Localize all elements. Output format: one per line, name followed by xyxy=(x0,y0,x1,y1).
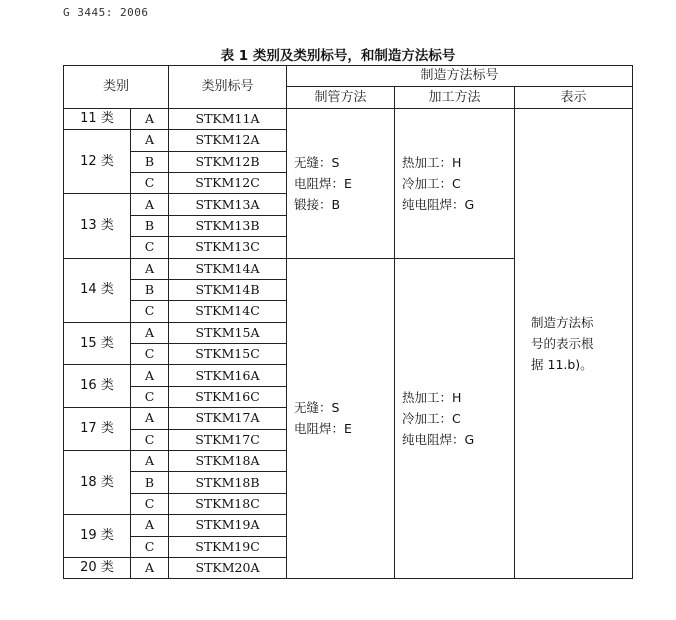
grade-code: STKM18A xyxy=(169,451,287,472)
pipe-method-item: 锻接：B xyxy=(294,196,341,212)
grade-code: STKM19C xyxy=(169,536,287,557)
processing-method-item: 热加工：H xyxy=(402,154,462,170)
class-20: 20 类 xyxy=(64,557,131,578)
sub-grade: C xyxy=(131,386,169,407)
notation-line: 据 11.b)。 xyxy=(531,357,593,373)
sub-grade: A xyxy=(131,451,169,472)
grade-code: STKM17C xyxy=(169,429,287,450)
class-17: 17 类 xyxy=(64,408,131,451)
notation-line: 号的表示根 xyxy=(531,336,594,352)
grade-code: STKM15C xyxy=(169,344,287,365)
grade-code: STKM14A xyxy=(169,258,287,279)
class-19: 19 类 xyxy=(64,515,131,558)
grade-code: STKM17A xyxy=(169,408,287,429)
notation-cell xyxy=(515,108,633,579)
processing-method-item: 纯电阻焊：G xyxy=(402,431,475,447)
pipe-method-group-1 xyxy=(287,108,395,258)
sub-grade: A xyxy=(131,408,169,429)
processing-method-group-2 xyxy=(395,258,515,579)
sub-grade: C xyxy=(131,237,169,258)
header-category-code: 类别标号 xyxy=(169,66,287,109)
grade-code: STKM16C xyxy=(169,386,287,407)
grade-code: STKM13B xyxy=(169,215,287,236)
grade-code: STKM19A xyxy=(169,515,287,536)
sub-grade: C xyxy=(131,493,169,514)
sub-grade: B xyxy=(131,279,169,300)
sub-grade: B xyxy=(131,472,169,493)
class-15: 15 类 xyxy=(64,322,131,365)
class-13: 13 类 xyxy=(64,194,131,258)
header-method-code: 制造方法标号 xyxy=(287,66,633,87)
sub-grade: A xyxy=(131,108,169,129)
processing-method-group-1 xyxy=(395,108,515,258)
sub-grade: C xyxy=(131,172,169,193)
grade-code: STKM16A xyxy=(169,365,287,386)
sub-grade: C xyxy=(131,429,169,450)
sub-grade: C xyxy=(131,344,169,365)
header-processing-method: 加工方法 xyxy=(395,87,515,108)
sub-grade: A xyxy=(131,515,169,536)
pipe-method-item: 电阻焊：E xyxy=(294,175,352,191)
sub-grade: A xyxy=(131,557,169,578)
grade-code: STKM12C xyxy=(169,172,287,193)
pipe-method-group-2 xyxy=(287,258,395,579)
pipe-method-item: 无缝：S xyxy=(294,400,340,416)
sub-grade: A xyxy=(131,194,169,215)
processing-method-item: 热加工：H xyxy=(402,389,462,405)
class-14: 14 类 xyxy=(64,258,131,322)
sub-grade: A xyxy=(131,322,169,343)
processing-method-item: 冷加工：C xyxy=(402,410,461,426)
pipe-method-item: 电阻焊：E xyxy=(294,421,352,437)
sub-grade: C xyxy=(131,536,169,557)
grade-code: STKM18C xyxy=(169,493,287,514)
grade-code: STKM11A xyxy=(169,108,287,129)
class-11: 11 类 xyxy=(64,108,131,129)
sub-grade: A xyxy=(131,365,169,386)
grade-code: STKM14B xyxy=(169,279,287,300)
sub-grade: A xyxy=(131,258,169,279)
table-caption: 表 1 类别及类别标号，和制造方法标号 xyxy=(220,48,456,64)
processing-method-item: 冷加工：C xyxy=(402,175,461,191)
standard-number: G 3445: 2006 xyxy=(63,6,149,19)
pipe-method-item: 无缝：S xyxy=(294,154,340,170)
sub-grade: B xyxy=(131,151,169,172)
class-16: 16 类 xyxy=(64,365,131,408)
grade-code: STKM18B xyxy=(169,472,287,493)
sub-grade: C xyxy=(131,301,169,322)
header-category: 类别 xyxy=(64,66,169,109)
grade-code: STKM13A xyxy=(169,194,287,215)
class-18: 18 类 xyxy=(64,451,131,515)
grade-code: STKM12B xyxy=(169,151,287,172)
class-12: 12 类 xyxy=(64,130,131,194)
header-pipe-method: 制管方法 xyxy=(287,87,395,108)
sub-grade: B xyxy=(131,215,169,236)
grade-code: STKM12A xyxy=(169,130,287,151)
grade-code: STKM14C xyxy=(169,301,287,322)
notation-line: 制造方法标 xyxy=(531,315,594,331)
grade-code: STKM20A xyxy=(169,557,287,578)
processing-method-item: 纯电阻焊：G xyxy=(402,196,475,212)
grade-code: STKM13C xyxy=(169,237,287,258)
header-row xyxy=(64,66,633,87)
table-row xyxy=(64,108,633,129)
category-table xyxy=(63,65,633,579)
header-notation: 表示 xyxy=(515,87,633,108)
grade-code: STKM15A xyxy=(169,322,287,343)
sub-grade: A xyxy=(131,130,169,151)
